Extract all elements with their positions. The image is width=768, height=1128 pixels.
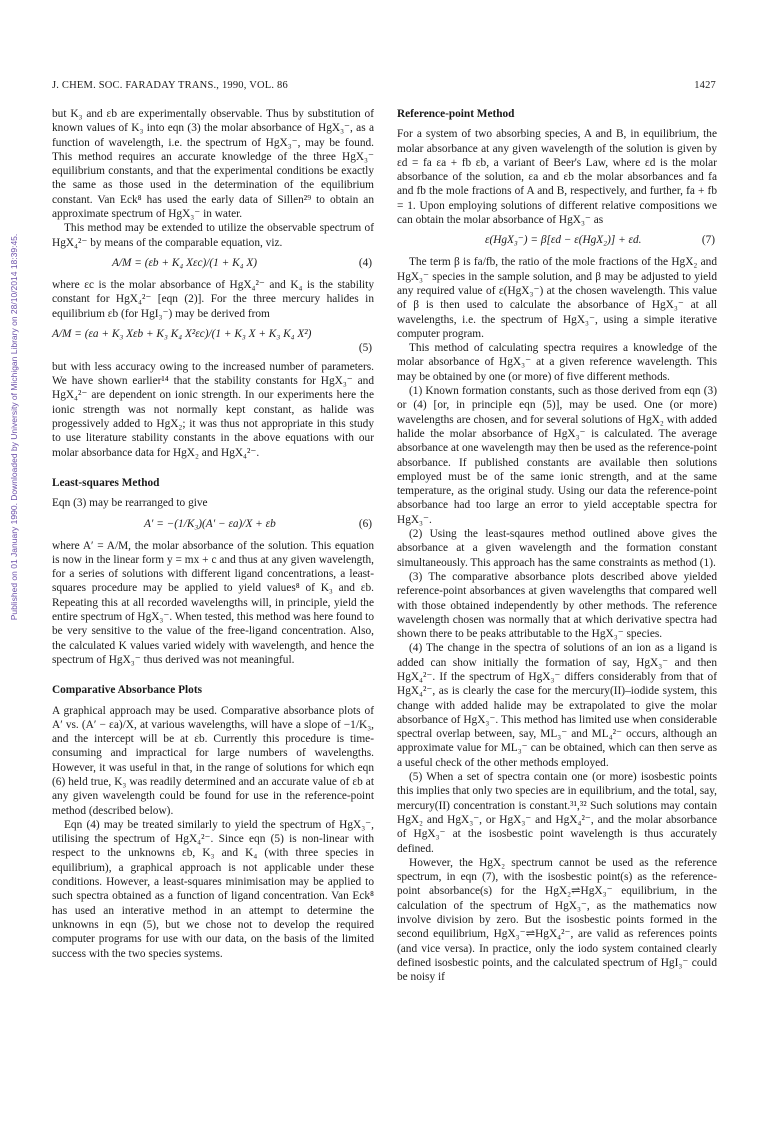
journal-citation: J. CHEM. SOC. FARADAY TRANS., 1990, VOL. 86 bbox=[52, 80, 288, 91]
paragraph: For a system of two absorbing species, A and B, in equilibrium, the molar absorbance at any given wavelength of the solution is given by εd = fa εa + fb εb, a variant of Beer's Law, where εd is the molar absorbance of the solution, εa and εb the molar absorbances and fa and fb the mole fractions of A and B, respectively, and further, fa + fb = 1. Upon employing solutions of different relative compositions we can obtain the molar absorbance of HgX₃⁻ as bbox=[397, 128, 717, 227]
paragraph: Eqn (4) may be treated similarly to yield the spectrum of HgX₃⁻, utilising the spectrum of HgX₄²⁻. Since eqn (5) is non-linear with respect to the unknowns εb, K₃ and K₄ (with three species in equilibrium), a graphical approach is not applicable under these conditions. However, a least-squares minimisation may be applied to such spectra obtained as a function of ligand concentration. Van Eck⁸ has used an interative method in an attempt to determine the unknowns in eqn (5), but we chose not to develop the required computer programs for use with our data, on the basis of the limited success with the two species systems. bbox=[52, 818, 374, 960]
paragraph: (1) Known formation constants, such as those derived from eqn (3) or (4) [or, in principle eqn (5)], may be used. One (or more) wavelengths are chosen, and for several solutions of HgX₂ with added halide the molar absorbance of HgX₃⁻ is calculated. The average absorbance at one wavelength may then be used as the reference-point absorbance. If published constants are available then solutions employed must be of the same ionic strength, and at the same temperature, as the original study. Using our data the reference-point absorbance had too large an error to yield acceptable spectra for HgX₃⁻. bbox=[397, 385, 717, 526]
equation-expression: A′ = −(1/K₃)(A′ − εa)/X + εb bbox=[144, 517, 276, 530]
equation-6 bbox=[52, 517, 374, 532]
section-heading: Reference-point Method bbox=[397, 108, 515, 120]
equation-number: (4) bbox=[358, 256, 372, 269]
running-header bbox=[52, 80, 716, 94]
paragraph: A graphical approach may be used. Comparative absorbance plots of A′ vs. (A′ − εa)/X, at various wavelengths, will have a slope of −1/K₃, and the intercept will be at εb. Currently this procedure is time-consuming and impractical for large numbers of wavelengths. However, it was useful in that, in the range of solutions for which eqn (6) held true, K₃ was readily determined and an accurate value of εb at any given wavelength could be found for use in the reference-point method (described below). bbox=[52, 704, 374, 817]
section-heading: Comparative Absorbance Plots bbox=[52, 684, 202, 697]
equation-number: (7) bbox=[701, 234, 715, 247]
paragraph: (5) When a set of spectra contain one (or more) isosbestic points this implies that only two species are in equilibrium, and the total, say, mercury(II) concentration is constant.³¹,³² Such solutions may contain HgX₂ and HgX₃⁻, or HgX₃⁻ and HgX₄²⁻, and the molar absorbance of HgX₃⁻ at the isosbestic point wavelength is thus accurately defined. bbox=[397, 771, 717, 855]
paragraph: where εc is the molar absorbance of HgX₄²⁻ and K₄ is the stability constant for HgX₄²⁻ [eqn (2)]. For the three mercury halides in equilibrium εb (for HgI₃⁻) may be derived from bbox=[52, 278, 374, 320]
left-column bbox=[52, 107, 374, 961]
paragraph: but K₃ and εb are experimentally observable. Thus by substitution of known values of K₃ into eqn (3) the molar absorbance of HgX₃⁻, as a function of wavelength, i.e. the spectrum of HgX₃⁻, may be found. This method requires an accurate knowledge of the three HgX₃⁻ equilibrium constants, and that the experimental conditions be exactly the same as those used in the determination of the equilibrium constant. Van Eck⁸ has used the early data of Sillen²⁹ to obtain an approximate spectrum of HgX₃⁻ in water. bbox=[52, 108, 374, 221]
paragraph: However, the HgX₂ spectrum cannot be used as the reference spectrum, in eqn (7), with the isosbestic point(s) as the reference-point absorbance(s) for the HgX₂⇌HgX₃⁻ equilibrium, in the calculation of the spectrum of HgX₃⁻, as the mathematics now involve division by zero. But the isosbestic points formed in the second equilibrium, HgX₃⁻⇌HgX₄²⁻, are valid as references points (and vice versa). In practice, only the iodo system contained clearly defined isosbestic points, and the calculated spectrum of HgI₃⁻ could be noisy if bbox=[397, 856, 717, 984]
download-stamp bbox=[9, 212, 21, 642]
equation-5 bbox=[52, 327, 374, 353]
equation-number: (6) bbox=[358, 517, 372, 530]
paragraph: (4) The change in the spectra of solutions of an ion as a ligand is added can show initially the formation of say, HgX₃⁻ and then HgX₄²⁻. If the spectrum of HgX₃⁻ differs considerably from that of HgX₄²⁻, as is clearly the case for the mercury(II)–iodide system, this change with added halide may be extrapolated to give the molar absorbance of HgX₃⁻. This method has limited use when considerable spectral overlap between, say, ML₃⁻ and ML₄²⁻ occurs, although an approximate value for ML₃⁻ can be obtained, which can then serve as a useful check of the other methods employed. bbox=[397, 642, 717, 769]
section-heading: Least-squares Method bbox=[52, 476, 160, 489]
paragraph: but with less accuracy owing to the increased number of parameters. We have shown earlier¹⁴ that the stability constants for HgX₃⁻ and HgX₄²⁻ are dependent on ionic strength. In our experiments here the ionic strength was not normally kept constant, as halide was progessively added to HgX₂; it was thus not appropriate in this study to use literature stability constants in the above equations with our molar absorbance data for HgX₂ and HgX₄²⁻. bbox=[52, 360, 374, 459]
equation-7 bbox=[397, 233, 717, 248]
equation-number: (5) bbox=[358, 341, 372, 354]
paragraph: (3) The comparative absorbance plots described above yielded reference-point absorbances at given wavelengths that compared well with those obtained independently by other methods. The reference wavelength chosen was normally that at which derivative spectra had shown there to be peaks attributable to the HgX₃⁻ species. bbox=[397, 570, 717, 641]
equation-expression: A/M = (εa + K₃ Xεb + K₃ K₄ X²εc)/(1 + K₃ X + K₃ K₄ X²) bbox=[52, 327, 312, 340]
paragraph: where A′ = A/M, the molar absorbance of the solution. This equation is now in the linear form y = mx + c and thus at any given wavelength, for a series of solutions with different ligand concentrations, a least-squares procedure may be applied to yield values⁸ of K₃ and εb. Repeating this at all recorded wavelengths will, in principle, yield the entire spectrum of HgX₃⁻. When tested, this method was here found to be very sensitive to the value of the free-ligand concentration. Also, the calculated K values varied widely with wavelength, and hence the spectrum of HgX₃⁻ thus derived was not meaningful. bbox=[52, 539, 374, 666]
download-stamp-text: Published on 01 January 1990. Downloaded by University of Michigan Library on 28/10/2014 18:39:45. bbox=[9, 233, 19, 621]
paragraph: Eqn (3) may be rearranged to give bbox=[52, 497, 208, 510]
page-number: 1427 bbox=[694, 80, 716, 91]
equation-expression: ε(HgX₃⁻) = β[εd − ε(HgX₂)] + εd. bbox=[485, 234, 642, 247]
paragraph: (2) Using the least-sqaures method outlined above gives the absorbance at a given wavelength and the formation constant simultaneously. This approach has the same constraints as method (1). bbox=[397, 528, 717, 569]
paragraph: This method of calculating spectra requires a knowledge of the molar absorbance of HgX₃⁻ at a given reference wavelength. This may be obtained by one (or more) of five different methods. bbox=[397, 342, 717, 383]
equation-4 bbox=[52, 256, 374, 271]
paragraph: This method may be extended to utilize the observable spectrum of HgX₄²⁻ by means of the comparable equation, viz. bbox=[52, 222, 374, 249]
right-column bbox=[397, 107, 717, 985]
paragraph: The term β is fa/fb, the ratio of the mole fractions of the HgX₂ and HgX₃⁻ species in the sample solution, and β may be adjusted to yield any required value of ε(HgX₃⁻) at the chosen wavelength. This value of β is then used to calculate the absorbance of HgX₃⁻ at all wavelengths, i.e. the spectrum of HgX₃⁻, using a simple iterative computer program. bbox=[397, 256, 717, 340]
equation-expression: A/M = (εb + K₄ Xεc)/(1 + K₄ X) bbox=[112, 256, 258, 269]
